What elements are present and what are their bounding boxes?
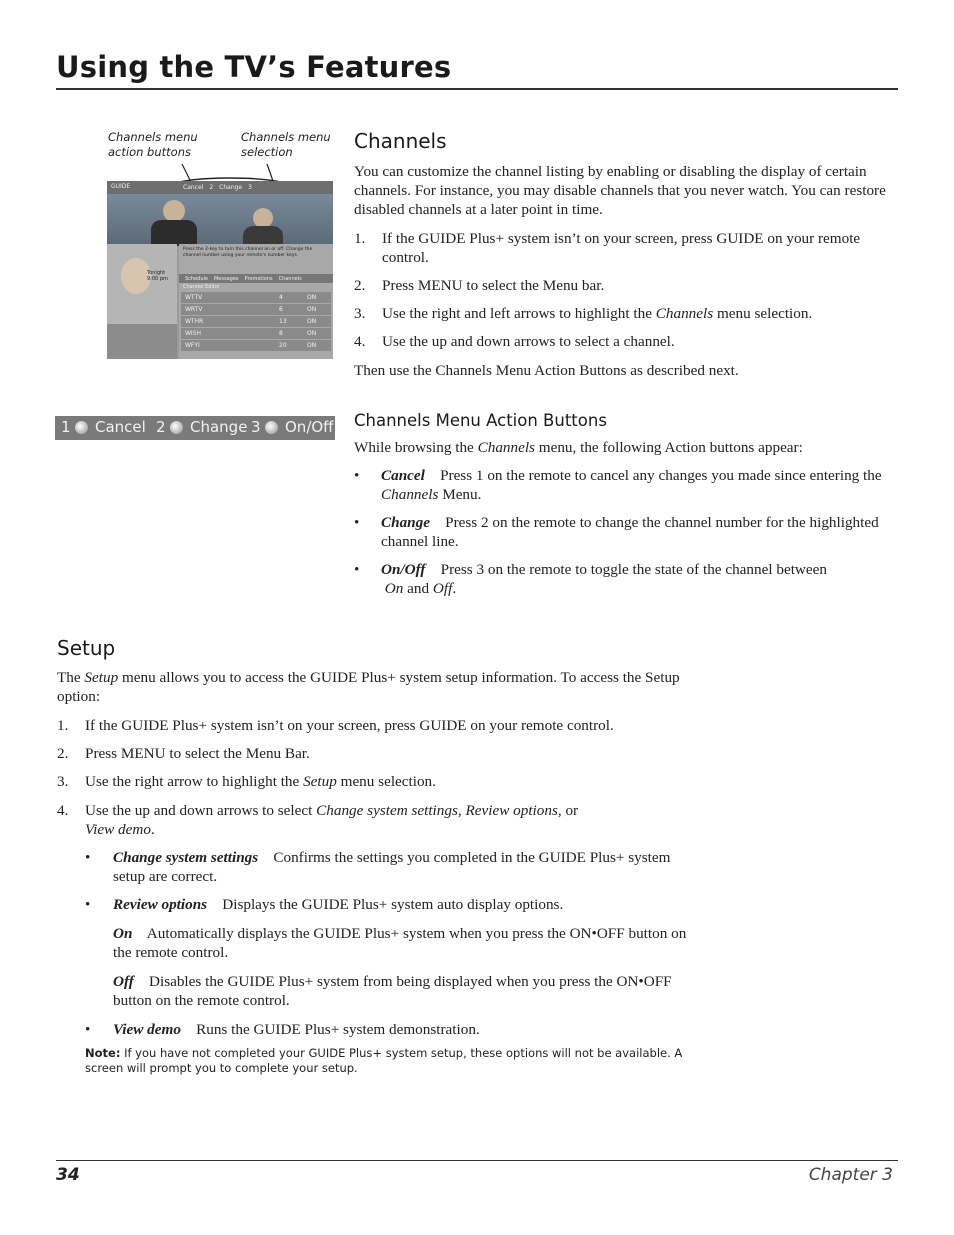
presenter-right-head — [253, 208, 273, 228]
setup-term: Review options — [113, 896, 208, 913]
note-label: Note: — [85, 1046, 121, 1060]
screen-menu-btn: Change — [219, 184, 243, 191]
action-term: Change — [381, 514, 430, 531]
step-text — [382, 304, 887, 323]
bar-label-cancel: Cancel — [95, 418, 146, 436]
step-text-emphasis: Review options — [465, 802, 558, 819]
screen-channel-state: ON — [307, 294, 317, 301]
step-text-part: Use the right arrow to highlight the — [85, 773, 304, 790]
action-desc: and — [403, 580, 433, 597]
screen-channel-row — [181, 292, 331, 303]
screen-channel-name: WISH — [185, 330, 202, 337]
step-number: 4. — [57, 802, 69, 819]
setup-desc: Confirms the settings you completed in the GUIDE Plus+ system setup are correct. — [113, 849, 671, 885]
screen-tab: Messages — [213, 275, 239, 282]
setup-intro — [57, 668, 712, 706]
setup-intro-part: The — [57, 669, 85, 686]
bullet: • — [85, 1021, 91, 1038]
action-desc: Menu. — [438, 486, 482, 503]
presenter-left-body — [151, 220, 197, 246]
setup-heading: Setup — [57, 636, 116, 660]
screen-tab: Promotions — [244, 275, 273, 282]
page-number: 34 — [56, 1165, 80, 1185]
screen-channel-num: 6 — [279, 306, 283, 313]
action-term: Cancel — [381, 467, 425, 484]
step-number: 2. — [57, 745, 69, 762]
step-text: Press MENU to select the Menu bar. — [382, 277, 605, 294]
step-number: 3. — [354, 305, 366, 322]
step-text-part: , or — [557, 802, 579, 819]
screen-video-area — [107, 194, 333, 244]
action-buttons-heading: Channels Menu Action Buttons — [354, 411, 607, 430]
intro-emphasis: Channels — [477, 439, 535, 456]
bullet: • — [85, 849, 91, 866]
setup-intro-part: menu allows you to access the GUIDE Plus+ system setup information. To access the Setup option: — [57, 669, 680, 705]
screen-channel-state: ON — [307, 318, 317, 325]
button-2-icon — [170, 421, 183, 434]
action-desc-emphasis: Channels — [381, 486, 439, 503]
setup-sub-desc: Automatically displays the GUIDE Plus+ system when you press the ON•OFF button on the remote control. — [113, 925, 687, 961]
screen-instructions: Press the 2-key to turn this channel on or off. Change the channel number using your remote's number keys. — [183, 247, 313, 258]
bullet: • — [354, 467, 360, 484]
action-buttons-intro — [354, 438, 894, 457]
screen-channel-row — [181, 316, 331, 327]
setup-term: Change system settings — [113, 849, 259, 866]
title-divider — [56, 88, 898, 90]
screen-channel-num: 8 — [279, 330, 283, 337]
screen-channel-state: ON — [307, 306, 317, 313]
screen-channel-num: 20 — [279, 342, 287, 349]
action-buttons-list — [354, 466, 894, 606]
step-number: 1. — [354, 230, 366, 247]
button-3-icon — [265, 421, 278, 434]
channels-intro: You can customize the channel listing by enabling or disabling the display of certain channels. For instance, you may disable channels that you never watch. You can restore disabled channels at a later point in time. — [354, 163, 886, 218]
screen-menu-buttons — [183, 184, 252, 191]
setup-intro-emphasis: Setup — [84, 669, 119, 686]
step-text: If the GUIDE Plus+ system isn’t on your screen, press GUIDE on your remote control. — [382, 230, 861, 266]
step-text: Press MENU to select the Menu Bar. — [85, 745, 310, 762]
bar-label-change: Change — [190, 418, 248, 436]
screen-channel-panel — [179, 244, 333, 359]
step-number: 3. — [57, 773, 69, 790]
bar-num-2: 2 — [156, 418, 166, 436]
screen-tabs — [179, 274, 333, 283]
footer-divider — [56, 1160, 898, 1161]
setup-item-change-settings — [113, 848, 693, 886]
setup-sub-term: Off — [113, 973, 134, 990]
caption-menu-selection: Channels menu selection — [241, 130, 331, 159]
action-button-bar — [55, 416, 335, 440]
setup-steps — [57, 716, 712, 846]
screen-channel-list — [181, 292, 331, 352]
screen-promo-panel — [107, 244, 177, 359]
step-text-part: menu selection. — [336, 773, 436, 790]
step-number: 2. — [354, 277, 366, 294]
screen-panel-title: Channel Editor — [183, 284, 220, 290]
step-text-emphasis: Channels — [655, 305, 714, 322]
page-title: Using the TV’s Features — [56, 50, 452, 84]
setup-desc: Runs the GUIDE Plus+ system demonstration. — [196, 1021, 480, 1038]
setup-sub-off — [113, 972, 688, 1010]
screen-channel-name: WTHR — [185, 318, 204, 325]
action-desc: . — [452, 580, 457, 597]
action-desc: Press 3 on the remote to toggle the state of the channel between — [440, 561, 827, 578]
step-text-part: menu selection. — [713, 305, 813, 322]
intro-part: menu, the following Action buttons appear: — [534, 439, 803, 456]
channels-steps — [354, 229, 894, 369]
step-text: If the GUIDE Plus+ system isn’t on your screen, press GUIDE on your remote control. — [85, 717, 614, 734]
action-term: On/Off — [381, 561, 426, 578]
channels-after: Then use the Channels Menu Action Buttons as described next. — [354, 362, 739, 379]
screen-channel-num: 4 — [279, 294, 283, 301]
screen-channel-name: WFYI — [185, 342, 200, 349]
action-desc: Press 2 on the remote to change the channel number for the highlighted channel line. — [381, 514, 879, 550]
screen-channel-row — [181, 328, 331, 339]
note-text: If you have not completed your GUIDE Plus+ system setup, these options will not be available. A screen will prompt you to complete your setup. — [85, 1046, 683, 1075]
caption-action-buttons: Channels menu action buttons — [108, 130, 198, 159]
intro-part: While browsing the — [354, 439, 478, 456]
bar-label-onoff: On/Off — [285, 418, 334, 436]
setup-sub-desc: Disables the GUIDE Plus+ system from being displayed when you press the ON•OFF button on the remote control. — [113, 973, 672, 1009]
screen-tab: Channels — [278, 275, 302, 282]
screen-channel-name: WRTV — [185, 306, 203, 313]
setup-note — [85, 1046, 695, 1076]
action-desc-emphasis: Off — [432, 580, 453, 597]
step-text-emphasis: Setup — [303, 773, 337, 790]
step-text — [85, 801, 705, 839]
step-number: 4. — [354, 333, 366, 350]
action-desc-emphasis: On — [384, 580, 404, 597]
screen-channel-row — [181, 340, 331, 351]
presenter-left-head — [163, 200, 185, 222]
screen-tab: Schedule — [185, 275, 208, 282]
promo-text: Tonight 9:00 pm — [147, 270, 168, 282]
setup-sub-on — [113, 924, 688, 962]
screen-menu-btn: Cancel — [183, 184, 204, 191]
setup-sub-term: On — [113, 925, 133, 942]
screen-menu-btn: 3 — [248, 184, 252, 191]
step-text-emphasis: View demo — [85, 821, 151, 838]
screen-logo: GUIDE — [111, 183, 131, 190]
step-text-part: Use the right and left arrows to highlight the — [382, 305, 656, 322]
screen-channel-row — [181, 304, 331, 315]
channels-heading: Channels — [354, 129, 447, 153]
setup-item-review-options — [113, 895, 693, 914]
step-text: Use the up and down arrows to select a channel. — [382, 333, 675, 350]
step-text-part: . — [150, 821, 155, 838]
screen-channel-num: 13 — [279, 318, 287, 325]
bullet: • — [85, 896, 91, 913]
screen-channel-name: WTTV — [185, 294, 203, 301]
action-item-cancel — [381, 466, 891, 504]
bar-num-1: 1 — [61, 418, 71, 436]
action-desc: Press 1 on the remote to cancel any changes you made since entering the — [440, 467, 882, 484]
setup-bullets — [85, 848, 705, 1048]
action-item-onoff — [381, 560, 891, 598]
presenter-right-body — [243, 226, 283, 246]
step-text-emphasis: Change system settings — [316, 802, 458, 819]
guide-screenshot — [107, 181, 333, 359]
screen-menu-btn: 2 — [209, 184, 214, 191]
setup-item-view-demo — [113, 1020, 693, 1039]
step-text-part: Use the up and down arrows to select — [85, 802, 317, 819]
bullet: • — [354, 514, 360, 531]
button-1-icon — [75, 421, 88, 434]
step-text-part: , — [457, 802, 466, 819]
step-text — [85, 772, 705, 791]
bullet: • — [354, 561, 360, 578]
step-number: 1. — [57, 717, 69, 734]
setup-desc: Displays the GUIDE Plus+ system auto display options. — [222, 896, 564, 913]
bar-num-3: 3 — [251, 418, 261, 436]
screen-channel-state: ON — [307, 330, 317, 337]
action-item-change — [381, 513, 891, 551]
promo-car — [107, 324, 177, 359]
chapter-label: Chapter 3 — [808, 1165, 893, 1185]
setup-term: View demo — [113, 1021, 181, 1038]
screen-channel-state: ON — [307, 342, 317, 349]
